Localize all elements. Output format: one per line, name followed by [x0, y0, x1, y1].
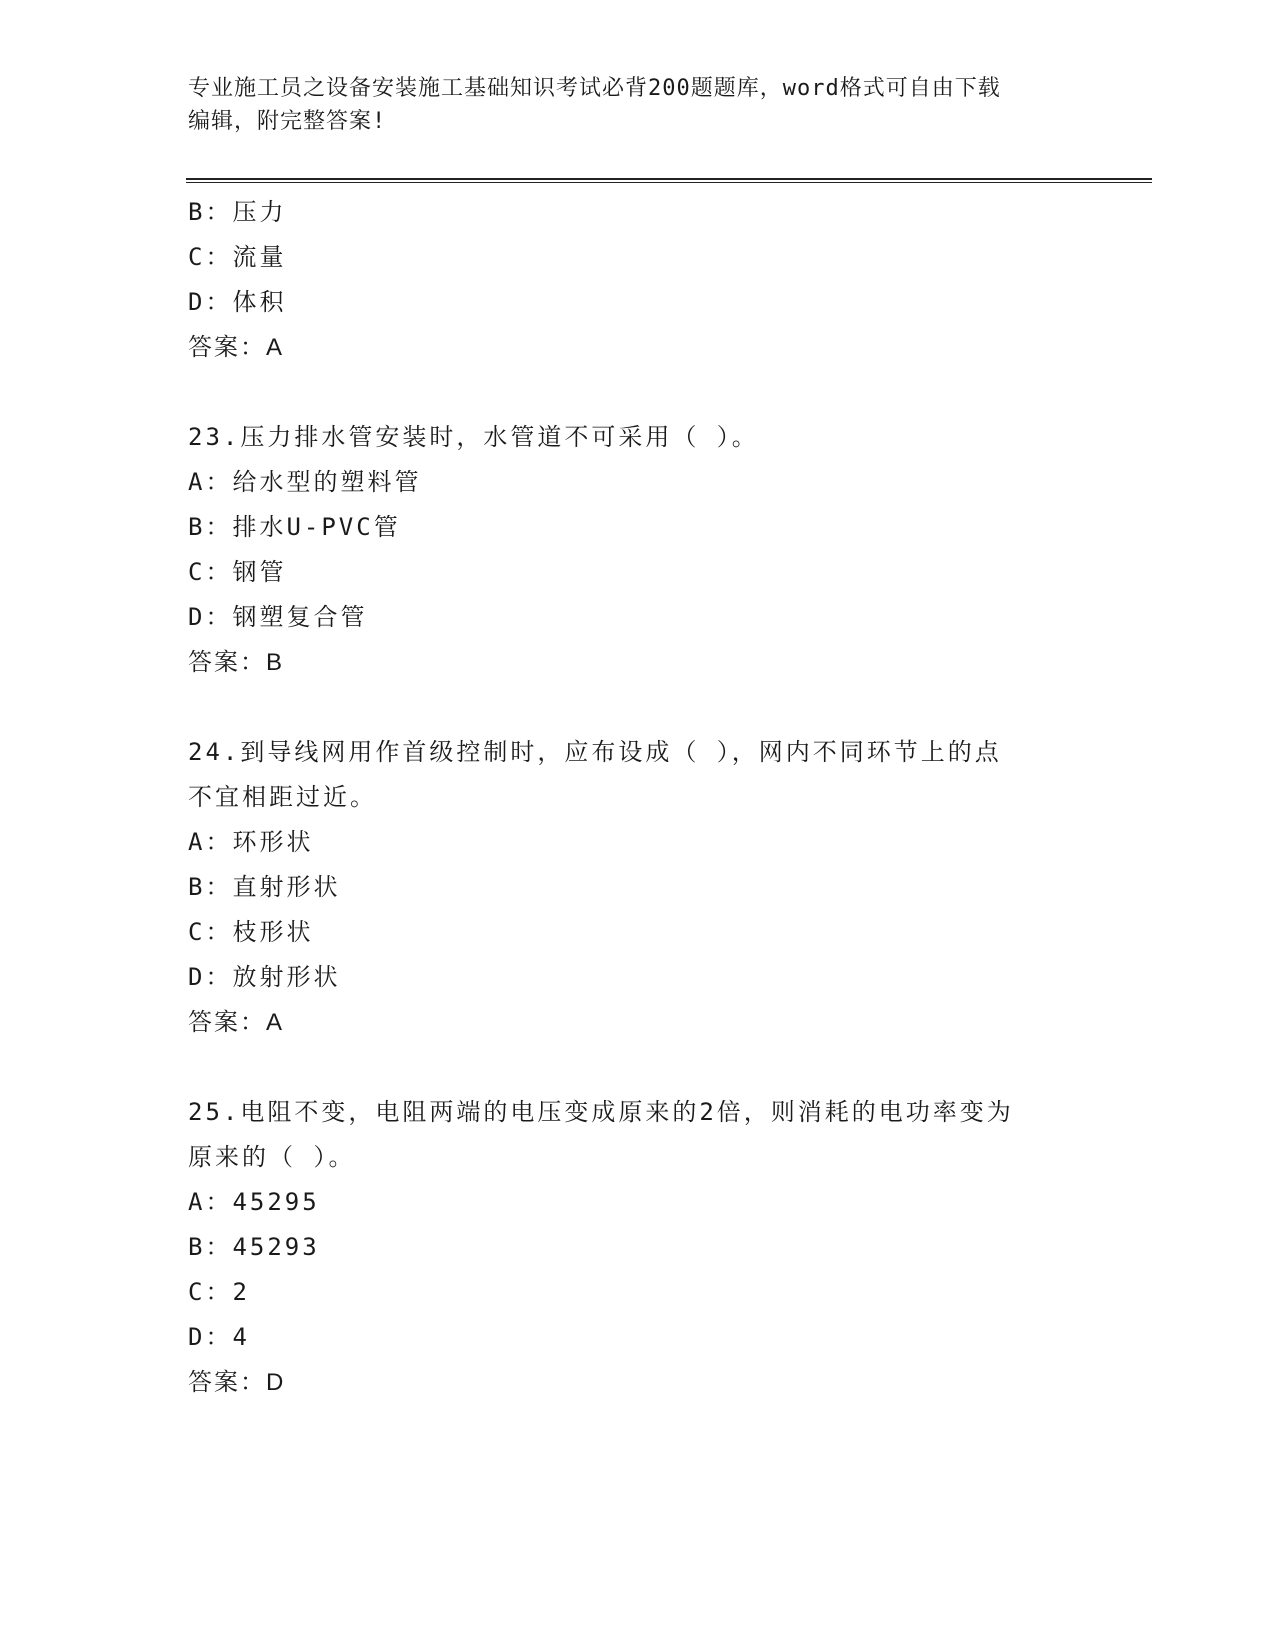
question-stem-line-1: 24.到导线网用作首级控制时，应布设成（ ），网内不同环节上的点 — [188, 738, 1002, 766]
option-b: B：排水U-PVC管 — [188, 513, 401, 541]
document-body — [188, 190, 1088, 1405]
question-23 — [188, 415, 1088, 685]
option-c: C：2 — [188, 1278, 250, 1306]
option-d: D：钢塑复合管 — [188, 603, 368, 631]
option-c: C：钢管 — [188, 558, 287, 586]
page-header — [188, 72, 1068, 138]
option-a: A：给水型的塑料管 — [188, 468, 422, 496]
option-d: D：体积 — [188, 288, 287, 316]
option-b: B：45293 — [188, 1233, 320, 1261]
question-24 — [188, 730, 1088, 1045]
answer: 答案：D — [188, 1369, 286, 1396]
header-title-line-2: 编辑，附完整答案! — [188, 109, 387, 134]
question-stem-line-1: 25.电阻不变，电阻两端的电压变成原来的2倍，则消耗的电功率变为 — [188, 1098, 1014, 1126]
question-25 — [188, 1090, 1088, 1405]
question-stem: 23.压力排水管安装时，水管道不可采用（ ）。 — [188, 423, 759, 451]
header-title-line-1: 专业施工员之设备安装施工基础知识考试必背200题题库，word格式可自由下载 — [188, 76, 1001, 101]
option-a: A：环形状 — [188, 828, 314, 856]
question-stem-line-2: 不宜相距过近。 — [188, 783, 377, 811]
option-b: B：直射形状 — [188, 873, 341, 901]
question-22-continued — [188, 190, 1088, 370]
option-c: C：枝形状 — [188, 918, 314, 946]
answer: 答案：A — [188, 1009, 285, 1036]
spacer — [188, 685, 1088, 730]
option-d: D：放射形状 — [188, 963, 341, 991]
option-b: B：压力 — [188, 198, 287, 226]
spacer — [188, 370, 1088, 415]
answer: 答案：B — [188, 649, 285, 676]
spacer — [188, 1045, 1088, 1090]
option-d: D：4 — [188, 1323, 250, 1351]
option-a: A：45295 — [188, 1188, 320, 1216]
option-c: C：流量 — [188, 243, 287, 271]
header-divider — [186, 178, 1152, 183]
answer: 答案：A — [188, 334, 285, 361]
question-stem-line-2: 原来的（ ）。 — [188, 1143, 356, 1171]
